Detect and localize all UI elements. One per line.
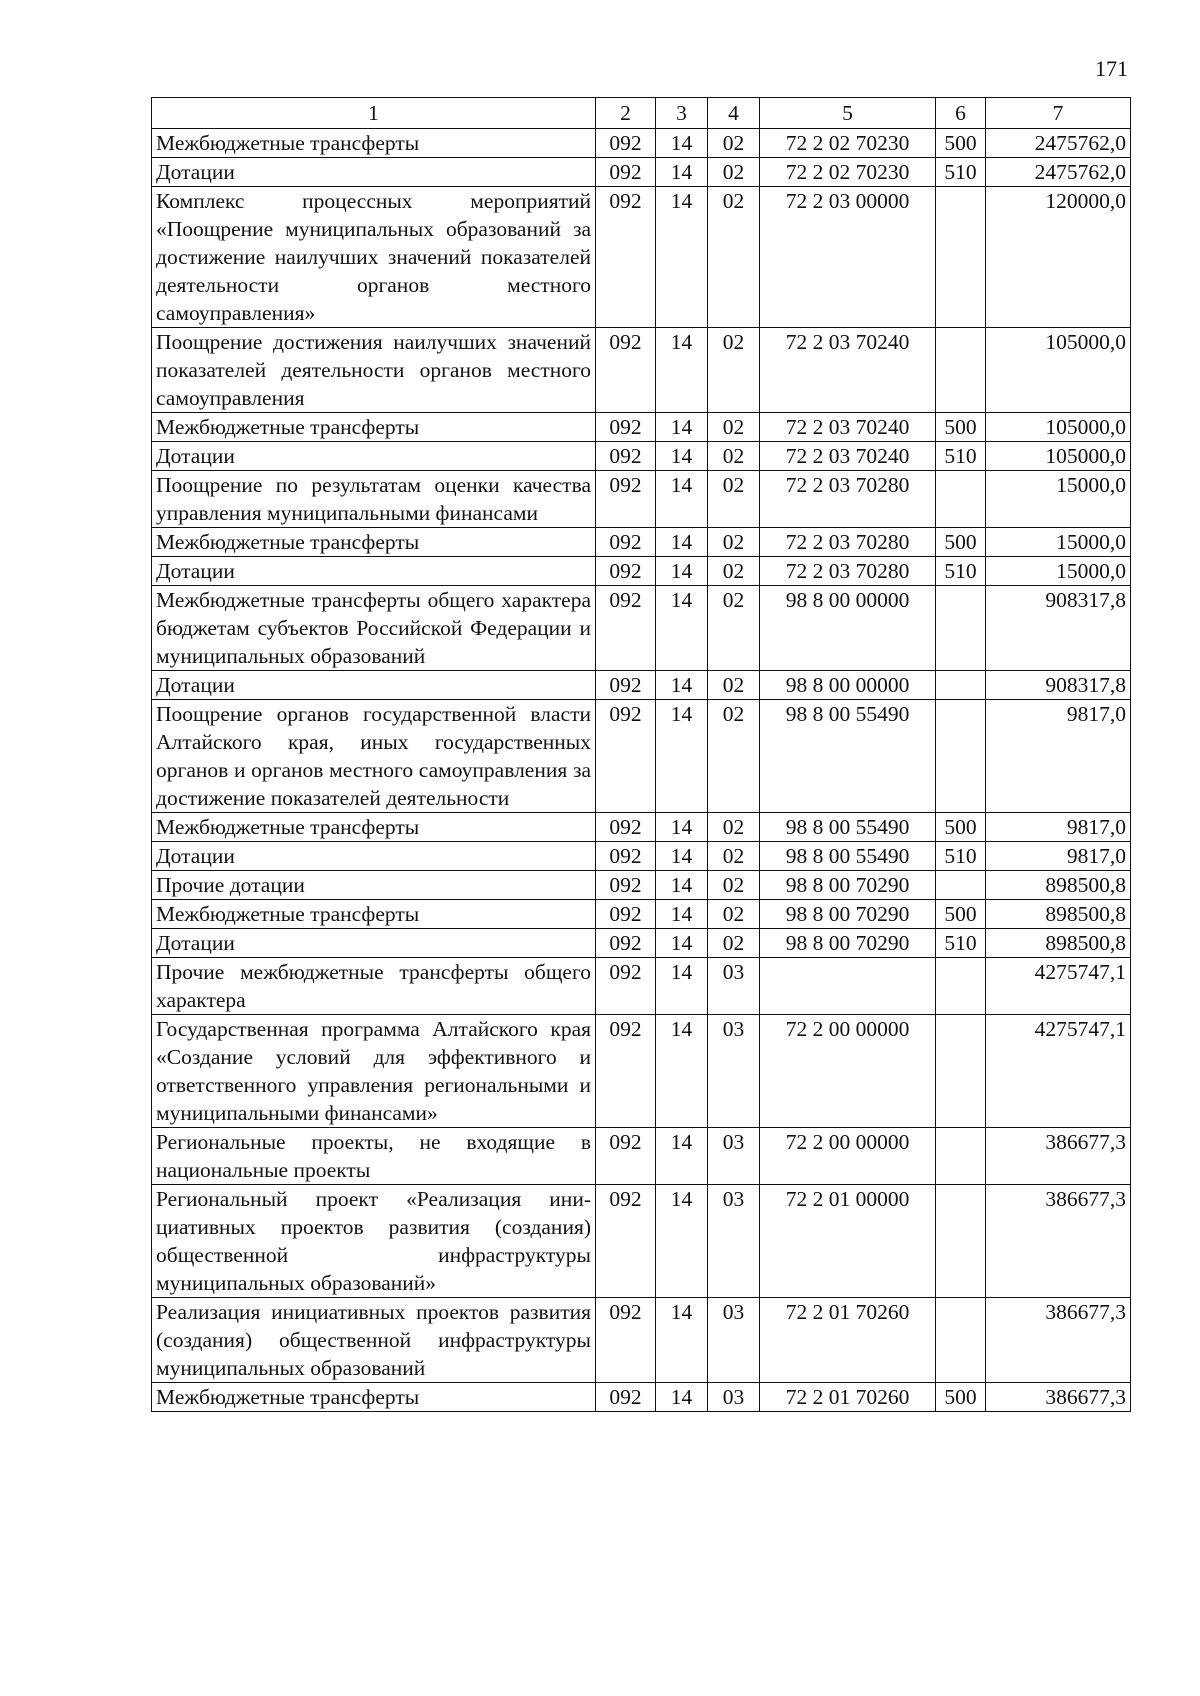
amount-cell: 105000,0 (986, 328, 1131, 413)
table-row (152, 187, 1131, 328)
section-code-cell: 14 (656, 129, 708, 158)
section-code-cell: 14 (656, 842, 708, 871)
section-code-cell: 14 (656, 813, 708, 842)
item-name-cell: Поощрение достижения наилучших значений показателей деятельности органов местного самоуправления (152, 328, 596, 413)
section-code-cell: 14 (656, 187, 708, 328)
target-article-cell: 72 2 03 70280 (760, 471, 936, 528)
subsection-code-cell: 02 (708, 129, 760, 158)
table-row (152, 328, 1131, 413)
subsection-code-cell: 02 (708, 328, 760, 413)
table-row (152, 528, 1131, 557)
item-name-cell: Межбюджетные трансферты (152, 900, 596, 929)
amount-cell: 898500,8 (986, 929, 1131, 958)
amount-cell: 898500,8 (986, 871, 1131, 900)
item-name-cell: Дотации (152, 842, 596, 871)
amount-cell: 2475762,0 (986, 158, 1131, 187)
item-name-cell: Межбюджетные трансферты общего характера бюджетам субъектов Российской Федерации и муниципальных образований (152, 586, 596, 671)
amount-cell: 9817,0 (986, 700, 1131, 813)
column-header: 1 (152, 98, 596, 129)
ministry-code-cell: 092 (596, 1383, 656, 1412)
amount-cell: 15000,0 (986, 557, 1131, 586)
target-article-cell: 72 2 00 00000 (760, 1015, 936, 1128)
target-article-cell: 98 8 00 55490 (760, 813, 936, 842)
expense-type-cell (936, 871, 986, 900)
table-row (152, 1298, 1131, 1383)
target-article-cell: 98 8 00 00000 (760, 586, 936, 671)
column-header: 7 (986, 98, 1131, 129)
table-header-row (152, 98, 1131, 129)
target-article-cell: 72 2 02 70230 (760, 129, 936, 158)
table-row (152, 129, 1131, 158)
ministry-code-cell: 092 (596, 471, 656, 528)
section-code-cell: 14 (656, 929, 708, 958)
subsection-code-cell: 02 (708, 813, 760, 842)
expense-type-cell: 510 (936, 442, 986, 471)
target-article-cell: 98 8 00 70290 (760, 929, 936, 958)
table-row (152, 900, 1131, 929)
target-article-cell: 98 8 00 00000 (760, 671, 936, 700)
expense-type-cell (936, 328, 986, 413)
amount-cell: 386677,3 (986, 1298, 1131, 1383)
item-name-cell: Межбюджетные трансферты (152, 528, 596, 557)
expense-type-cell: 500 (936, 1383, 986, 1412)
item-name-cell: Прочие дотации (152, 871, 596, 900)
table-row (152, 700, 1131, 813)
target-article-cell: 72 2 03 00000 (760, 187, 936, 328)
subsection-code-cell: 02 (708, 900, 760, 929)
section-code-cell: 14 (656, 1128, 708, 1185)
target-article-cell: 98 8 00 55490 (760, 700, 936, 813)
item-name-cell: Дотации (152, 158, 596, 187)
expense-type-cell: 510 (936, 929, 986, 958)
table-row (152, 671, 1131, 700)
subsection-code-cell: 02 (708, 842, 760, 871)
target-article-cell: 72 2 03 70240 (760, 328, 936, 413)
target-article-cell (760, 958, 936, 1015)
table-row (152, 586, 1131, 671)
expense-type-cell (936, 1015, 986, 1128)
expense-type-cell (936, 1298, 986, 1383)
ministry-code-cell: 092 (596, 900, 656, 929)
amount-cell: 120000,0 (986, 187, 1131, 328)
table-row (152, 413, 1131, 442)
amount-cell: 4275747,1 (986, 1015, 1131, 1128)
subsection-code-cell: 02 (708, 413, 760, 442)
ministry-code-cell: 092 (596, 813, 656, 842)
section-code-cell: 14 (656, 1015, 708, 1128)
item-name-cell: Дотации (152, 671, 596, 700)
section-code-cell: 14 (656, 700, 708, 813)
expense-type-cell (936, 958, 986, 1015)
ministry-code-cell: 092 (596, 328, 656, 413)
table-row (152, 958, 1131, 1015)
expense-type-cell (936, 586, 986, 671)
item-name-cell: Межбюджетные трансферты (152, 1383, 596, 1412)
section-code-cell: 14 (656, 328, 708, 413)
ministry-code-cell: 092 (596, 442, 656, 471)
subsection-code-cell: 02 (708, 158, 760, 187)
ministry-code-cell: 092 (596, 129, 656, 158)
target-article-cell: 72 2 01 70260 (760, 1298, 936, 1383)
table-row (152, 1383, 1131, 1412)
amount-cell: 9817,0 (986, 813, 1131, 842)
subsection-code-cell: 02 (708, 187, 760, 328)
expense-type-cell (936, 187, 986, 328)
expense-type-cell: 500 (936, 900, 986, 929)
ministry-code-cell: 092 (596, 958, 656, 1015)
subsection-code-cell: 02 (708, 442, 760, 471)
ministry-code-cell: 092 (596, 929, 656, 958)
expense-type-cell (936, 1185, 986, 1298)
amount-cell: 386677,3 (986, 1128, 1131, 1185)
target-article-cell: 98 8 00 70290 (760, 900, 936, 929)
table-row (152, 1185, 1131, 1298)
amount-cell: 105000,0 (986, 413, 1131, 442)
section-code-cell: 14 (656, 958, 708, 1015)
expense-type-cell: 500 (936, 129, 986, 158)
ministry-code-cell: 092 (596, 1185, 656, 1298)
ministry-code-cell: 092 (596, 871, 656, 900)
amount-cell: 908317,8 (986, 586, 1131, 671)
table-row (152, 158, 1131, 187)
ministry-code-cell: 092 (596, 528, 656, 557)
target-article-cell: 98 8 00 70290 (760, 871, 936, 900)
subsection-code-cell: 02 (708, 586, 760, 671)
amount-cell: 105000,0 (986, 442, 1131, 471)
table-row (152, 871, 1131, 900)
column-header: 4 (708, 98, 760, 129)
subsection-code-cell: 02 (708, 557, 760, 586)
amount-cell: 2475762,0 (986, 129, 1131, 158)
amount-cell: 9817,0 (986, 842, 1131, 871)
ministry-code-cell: 092 (596, 671, 656, 700)
section-code-cell: 14 (656, 671, 708, 700)
target-article-cell: 72 2 01 00000 (760, 1185, 936, 1298)
expense-type-cell (936, 700, 986, 813)
ministry-code-cell: 092 (596, 586, 656, 671)
section-code-cell: 14 (656, 442, 708, 471)
ministry-code-cell: 092 (596, 413, 656, 442)
section-code-cell: 14 (656, 900, 708, 929)
table-row (152, 929, 1131, 958)
item-name-cell: Поощрение органов государственной власти Алтайского края, иных государственных органов и органов местного самоуправления за достижение показателей деятельности (152, 700, 596, 813)
ministry-code-cell: 092 (596, 1298, 656, 1383)
amount-cell: 386677,3 (986, 1383, 1131, 1412)
section-code-cell: 14 (656, 1185, 708, 1298)
expense-type-cell (936, 1128, 986, 1185)
amount-cell: 15000,0 (986, 471, 1131, 528)
subsection-code-cell: 02 (708, 700, 760, 813)
target-article-cell: 72 2 00 00000 (760, 1128, 936, 1185)
item-name-cell: Дотации (152, 929, 596, 958)
expense-type-cell (936, 671, 986, 700)
section-code-cell: 14 (656, 1298, 708, 1383)
subsection-code-cell: 02 (708, 471, 760, 528)
ministry-code-cell: 092 (596, 842, 656, 871)
table-row (152, 442, 1131, 471)
expense-type-cell: 500 (936, 813, 986, 842)
section-code-cell: 14 (656, 413, 708, 442)
budget-table (151, 97, 1131, 1412)
expense-type-cell: 510 (936, 158, 986, 187)
table-row (152, 1128, 1131, 1185)
target-article-cell: 72 2 03 70280 (760, 528, 936, 557)
amount-cell: 386677,3 (986, 1185, 1131, 1298)
section-code-cell: 14 (656, 158, 708, 187)
subsection-code-cell: 03 (708, 1298, 760, 1383)
table-row (152, 471, 1131, 528)
section-code-cell: 14 (656, 528, 708, 557)
ministry-code-cell: 092 (596, 1015, 656, 1128)
item-name-cell: Региональные проекты, не входящие в национальные проекты (152, 1128, 596, 1185)
expense-type-cell: 500 (936, 413, 986, 442)
target-article-cell: 72 2 02 70230 (760, 158, 936, 187)
target-article-cell: 98 8 00 55490 (760, 842, 936, 871)
ministry-code-cell: 092 (596, 187, 656, 328)
page-number: 171 (1095, 56, 1128, 81)
expense-type-cell (936, 471, 986, 528)
subsection-code-cell: 02 (708, 671, 760, 700)
item-name-cell: Дотации (152, 557, 596, 586)
amount-cell: 15000,0 (986, 528, 1131, 557)
section-code-cell: 14 (656, 471, 708, 528)
amount-cell: 908317,8 (986, 671, 1131, 700)
table-row (152, 842, 1131, 871)
target-article-cell: 72 2 03 70280 (760, 557, 936, 586)
item-name-cell: Поощрение по результатам оценки качества управления муниципальными финансами (152, 471, 596, 528)
expense-type-cell: 500 (936, 528, 986, 557)
expense-type-cell: 510 (936, 842, 986, 871)
section-code-cell: 14 (656, 871, 708, 900)
ministry-code-cell: 092 (596, 1128, 656, 1185)
subsection-code-cell: 02 (708, 871, 760, 900)
item-name-cell: Региональный проект «Реализация инициативных проектов развития (создания) общественной инфраструктуры муниципальных образований» (152, 1185, 596, 1298)
target-article-cell: 72 2 01 70260 (760, 1383, 936, 1412)
subsection-code-cell: 03 (708, 1128, 760, 1185)
subsection-code-cell: 03 (708, 958, 760, 1015)
ministry-code-cell: 092 (596, 700, 656, 813)
amount-cell: 4275747,1 (986, 958, 1131, 1015)
ministry-code-cell: 092 (596, 557, 656, 586)
item-name-cell: Дотации (152, 442, 596, 471)
subsection-code-cell: 03 (708, 1015, 760, 1128)
target-article-cell: 72 2 03 70240 (760, 413, 936, 442)
subsection-code-cell: 03 (708, 1185, 760, 1298)
section-code-cell: 14 (656, 1383, 708, 1412)
table-row (152, 557, 1131, 586)
amount-cell: 898500,8 (986, 900, 1131, 929)
subsection-code-cell: 03 (708, 1383, 760, 1412)
section-code-cell: 14 (656, 586, 708, 671)
item-name-cell: Межбюджетные трансферты (152, 413, 596, 442)
item-name-cell: Прочие межбюджетные трансферты общего характера (152, 958, 596, 1015)
table-row (152, 813, 1131, 842)
item-name-cell: Реализация инициативных проектов развития (создания) общественной инфраструктуры муниципальных образований (152, 1298, 596, 1383)
column-header: 2 (596, 98, 656, 129)
column-header: 3 (656, 98, 708, 129)
item-name-cell: Комплекс процессных мероприятий «Поощрение муниципальных образований за достижение наилучших значений показателей деятельности органов местного самоуправления» (152, 187, 596, 328)
column-header: 6 (936, 98, 986, 129)
item-name-cell: Межбюджетные трансферты (152, 129, 596, 158)
subsection-code-cell: 02 (708, 528, 760, 557)
target-article-cell: 72 2 03 70240 (760, 442, 936, 471)
subsection-code-cell: 02 (708, 929, 760, 958)
table-row (152, 1015, 1131, 1128)
column-header: 5 (760, 98, 936, 129)
item-name-cell: Государственная программа Алтайского края «Создание условий для эффективного и ответственного управления региональными и муниципальными финансами» (152, 1015, 596, 1128)
expense-type-cell: 510 (936, 557, 986, 586)
table-body (152, 129, 1131, 1412)
ministry-code-cell: 092 (596, 158, 656, 187)
section-code-cell: 14 (656, 557, 708, 586)
item-name-cell: Межбюджетные трансферты (152, 813, 596, 842)
